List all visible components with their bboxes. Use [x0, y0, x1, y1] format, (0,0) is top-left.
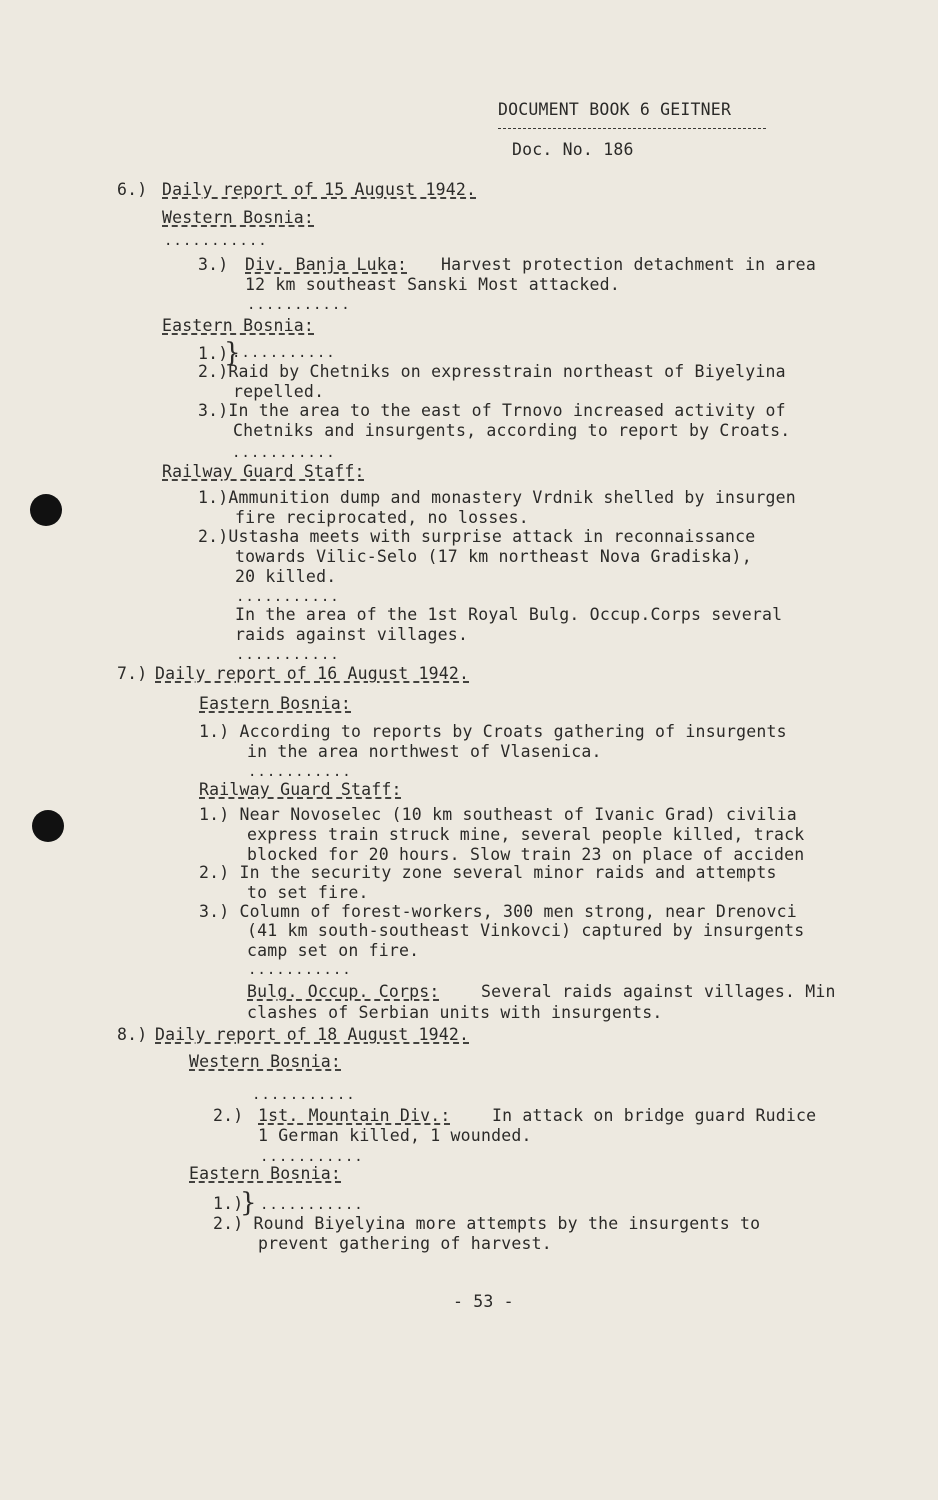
punch-hole-bottom: [32, 810, 64, 842]
brace-mark: }: [224, 338, 241, 368]
header-rule: [498, 128, 766, 129]
r6-bulg-corps-text-cont: raids against villages.: [235, 625, 469, 644]
report-6-title: Daily report of 15 August 1942.: [162, 180, 477, 199]
r7-rgs-item3: 3.) Column of forest-workers, 300 men strong, near Drenovci: [199, 902, 797, 921]
r6-wb-item3-unit: Div. Banja Luka:: [245, 255, 408, 274]
r6-eb-item1-number: 1.): [198, 344, 229, 363]
r7-eb-item1-cont: in the area northwest of Vlasenica.: [247, 742, 602, 761]
r8-eastern-bosnia-heading: Eastern Bosnia:: [189, 1164, 342, 1183]
brace-mark: }: [240, 1188, 257, 1218]
r6-rgs-item2-cont: towards Vilic-Selo (17 km northeast Nova Gradiska),: [235, 547, 752, 566]
r6-rgs-item2-cont2: 20 killed.: [235, 567, 337, 586]
document-number: Doc. No. 186: [512, 140, 634, 159]
r8-wb-item2-number: 2.): [213, 1106, 244, 1125]
ellipsis-marker: ...........: [248, 764, 352, 780]
r7-bulg-corps-text-cont: clashes of Serbian units with insurgents.: [247, 1003, 663, 1022]
punch-hole-top: [30, 494, 62, 526]
ellipsis-marker: ...........: [232, 345, 336, 361]
ellipsis-marker: ...........: [232, 445, 336, 461]
r7-rgs-item2-cont: to set fire.: [247, 883, 369, 902]
r7-bulg-corps-label: Bulg. Occup. Corps:: [247, 982, 440, 1001]
ellipsis-marker: ...........: [260, 1149, 364, 1165]
r7-rgs-item1-cont: express train struck mine, several people killed, track: [247, 825, 805, 844]
r6-eb-item2: 2.)Raid by Chetniks on expresstrain northeast of Biyelyina: [198, 362, 786, 381]
document-book-title: DOCUMENT BOOK 6 GEITNER: [498, 100, 732, 119]
r6-eastern-bosnia-heading: Eastern Bosnia:: [162, 316, 315, 335]
r6-bulg-corps-text: In the area of the 1st Royal Bulg. Occup.Corps several: [235, 605, 783, 624]
r7-eb-item1: 1.) According to reports by Croats gathering of insurgents: [199, 722, 787, 741]
report-7-number: 7.): [117, 664, 148, 683]
report-8-number: 8.): [117, 1025, 148, 1044]
r6-rgs-item2: 2.)Ustasha meets with surprise attack in reconnaissance: [198, 527, 756, 546]
r6-wb-item3-text: Harvest protection detachment in area: [441, 255, 816, 274]
r8-wb-item2-unit: 1st. Mountain Div.:: [258, 1106, 451, 1125]
ellipsis-marker: ...........: [247, 297, 351, 313]
r6-eb-item3: 3.)In the area to the east of Trnovo increased activity of: [198, 401, 786, 420]
r7-rgs-item1-cont2: blocked for 20 hours. Slow train 23 on place of acciden: [247, 845, 805, 864]
r6-eb-item2-cont: repelled.: [233, 382, 325, 401]
r7-eastern-bosnia-heading: Eastern Bosnia:: [199, 694, 352, 713]
ellipsis-marker: ...........: [164, 233, 268, 249]
ellipsis-marker: ...........: [252, 1087, 356, 1103]
report-8-title: Daily report of 18 August 1942.: [155, 1025, 470, 1044]
ellipsis-marker: ...........: [236, 589, 340, 605]
ellipsis-marker: ...........: [248, 962, 352, 978]
r6-wb-item3-number: 3.): [198, 255, 229, 274]
r7-bulg-corps-text: Several raids against villages. Min: [481, 982, 836, 1001]
r8-eb-item2: 2.) Round Biyelyina more attempts by the insurgents to: [213, 1214, 761, 1233]
ellipsis-marker: ...........: [260, 1197, 364, 1213]
r8-wb-item2-text: In attack on bridge guard Rudice: [492, 1106, 817, 1125]
r6-rgs-item1-cont: fire reciprocated, no losses.: [235, 508, 529, 527]
r6-rgs-item1: 1.)Ammunition dump and monastery Vrdnik shelled by insurgen: [198, 488, 796, 507]
r8-eb-item1-number: 1.): [213, 1194, 244, 1213]
r7-rgs-item3-cont: (41 km south-southeast Vinkovci) captured by insurgents: [247, 921, 805, 940]
r6-western-bosnia-heading: Western Bosnia:: [162, 208, 315, 227]
report-7-title: Daily report of 16 August 1942.: [155, 664, 470, 683]
r7-railway-guard-heading: Railway Guard Staff:: [199, 780, 402, 799]
report-6-number: 6.): [117, 180, 148, 199]
r8-western-bosnia-heading: Western Bosnia:: [189, 1052, 342, 1071]
r6-eb-item3-cont: Chetniks and insurgents, according to report by Croats.: [233, 421, 791, 440]
r6-wb-item3-text-cont: 12 km southeast Sanski Most attacked.: [245, 275, 620, 294]
r7-rgs-item2: 2.) In the security zone several minor raids and attempts: [199, 863, 777, 882]
r8-wb-item2-text-cont: 1 German killed, 1 wounded.: [258, 1126, 532, 1145]
r7-rgs-item3-cont2: camp set on fire.: [247, 941, 420, 960]
r7-rgs-item1: 1.) Near Novoselec (10 km southeast of Ivanic Grad) civilia: [199, 805, 797, 824]
page-number: - 53 -: [453, 1292, 514, 1311]
ellipsis-marker: ...........: [236, 647, 340, 663]
r6-railway-guard-heading: Railway Guard Staff:: [162, 462, 365, 481]
r8-eb-item2-cont: prevent gathering of harvest.: [258, 1234, 552, 1253]
